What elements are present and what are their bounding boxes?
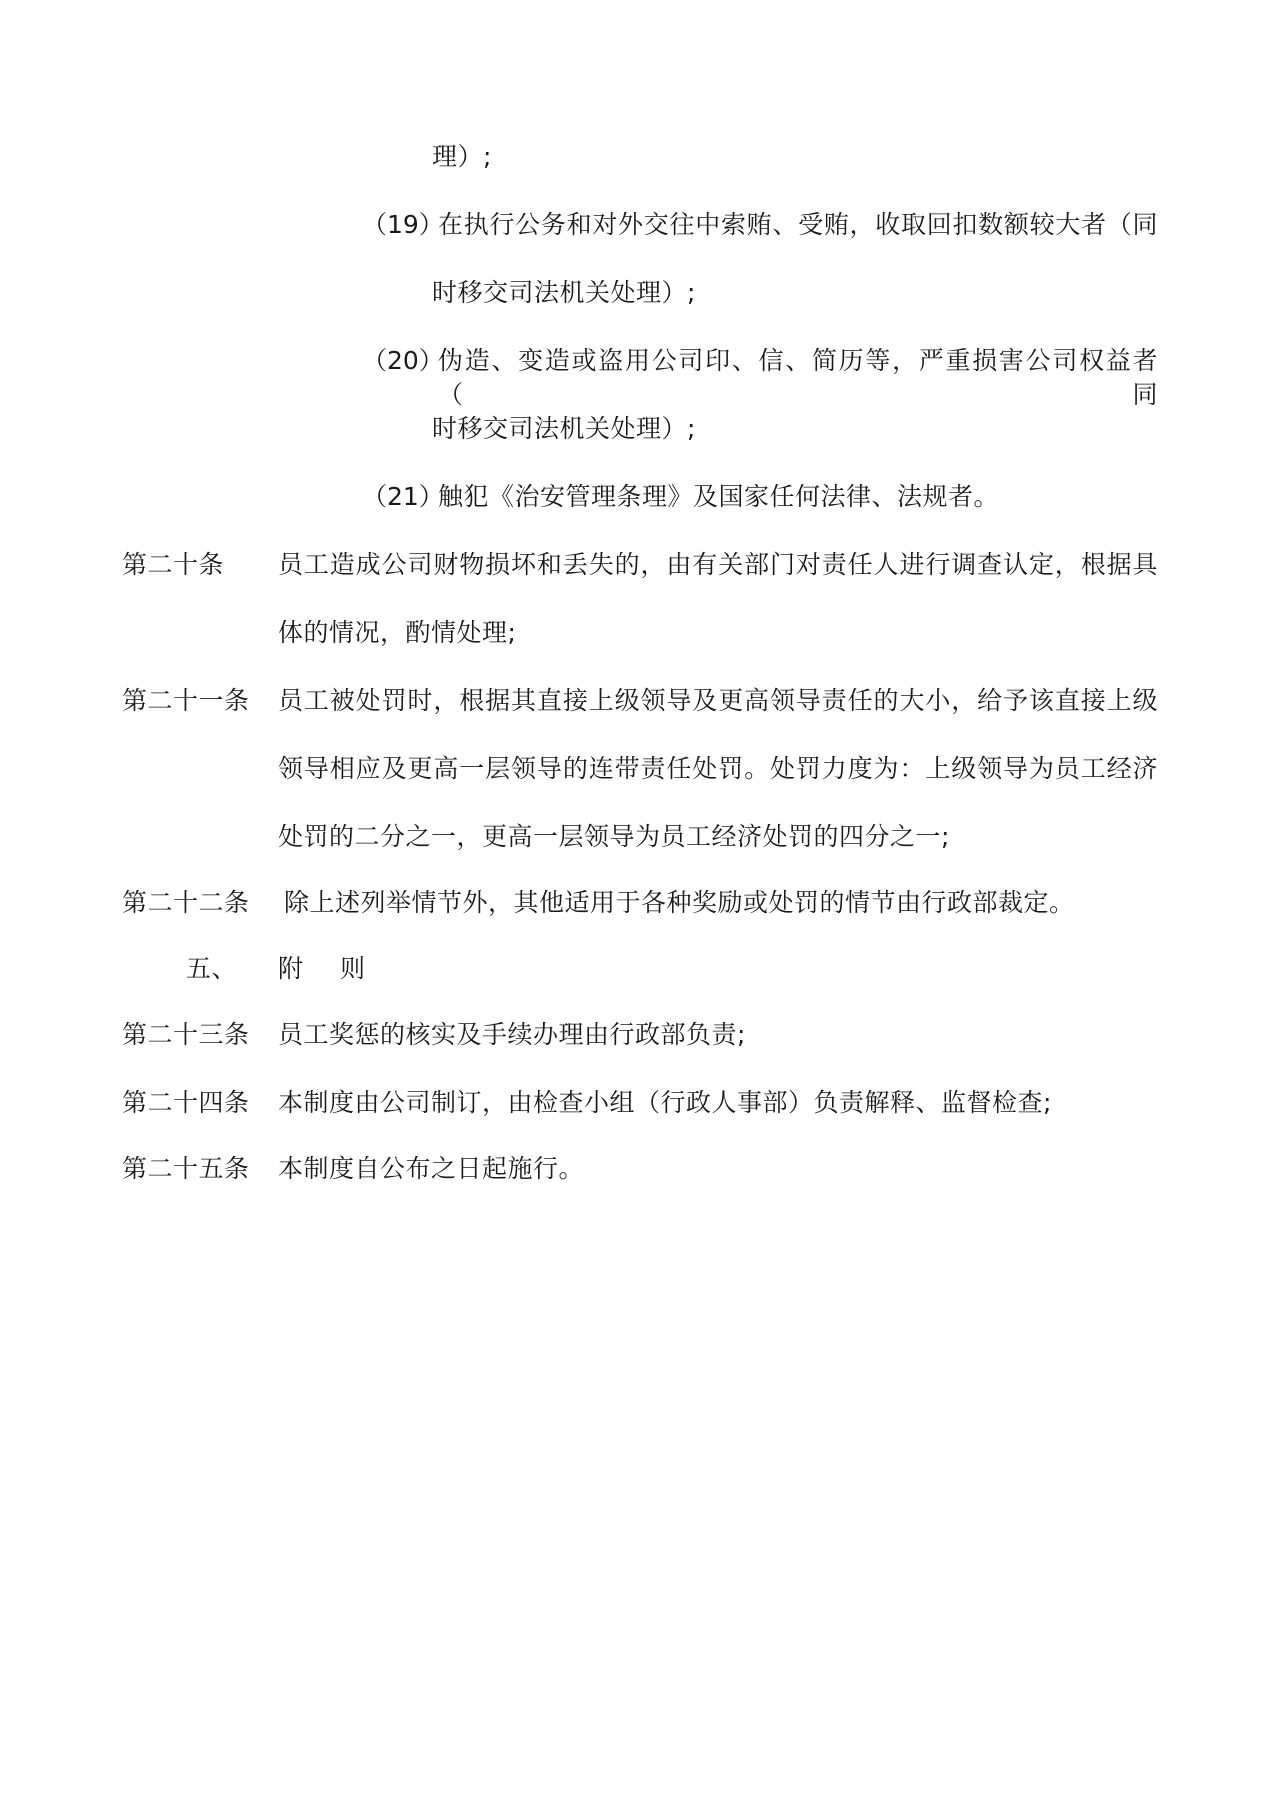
item-text-continued: 时移交司法机关处理）;	[432, 414, 696, 443]
item-number: （21）	[362, 482, 444, 511]
section-number: 五、	[186, 954, 238, 983]
article-text: 体的情况，酌情处理;	[278, 618, 517, 647]
article-label: 第二十四条	[122, 1088, 250, 1117]
article-text: 领导相应及更高一层领导的连带责任处罚。处罚力度为：上级领导为员工经济	[278, 754, 1158, 783]
article-text: 本制度由公司制订，由检查小组（行政人事部）负责解释、监督检查;	[278, 1088, 1052, 1117]
item-number: （20）	[362, 346, 444, 375]
article-text: 本制度自公布之日起施行。	[278, 1154, 585, 1183]
article-label: 第二十二条	[122, 888, 250, 917]
article-text: 除上述列举情节外，其他适用于各种奖励或处罚的情节由行政部裁定。	[284, 888, 1075, 917]
article-label: 第二十条	[122, 550, 225, 579]
article-text: 员工被处罚时，根据其直接上级领导及更高领导责任的大小，给予该直接上级	[278, 686, 1158, 715]
article-text: 处罚的二分之一，更高一层领导为员工经济处罚的四分之一;	[278, 822, 950, 851]
section-title: 附 则	[278, 954, 372, 983]
item-text: 触犯《治安管理条理》及国家任何法律、法规者。	[438, 482, 1000, 511]
continued-line: 理）;	[432, 142, 492, 171]
article-text: 员工奖惩的核实及手续办理由行政部负责;	[278, 1020, 746, 1049]
article-text: 员工造成公司财物损坏和丢失的，由有关部门对责任人进行调查认定，根据具	[278, 550, 1158, 579]
article-label: 第二十一条	[122, 686, 250, 715]
item-text: 伪造、变造或盗用公司印、信、简历等，严重损害公司权益者（同	[438, 346, 1158, 409]
item-text: 在执行公务和对外交往中索贿、受贿，收取回扣数额较大者（同	[438, 210, 1158, 239]
article-label: 第二十三条	[122, 1020, 250, 1049]
item-number: （19）	[362, 210, 444, 239]
item-text-continued: 时移交司法机关处理）;	[432, 278, 696, 307]
article-label: 第二十五条	[122, 1154, 250, 1183]
